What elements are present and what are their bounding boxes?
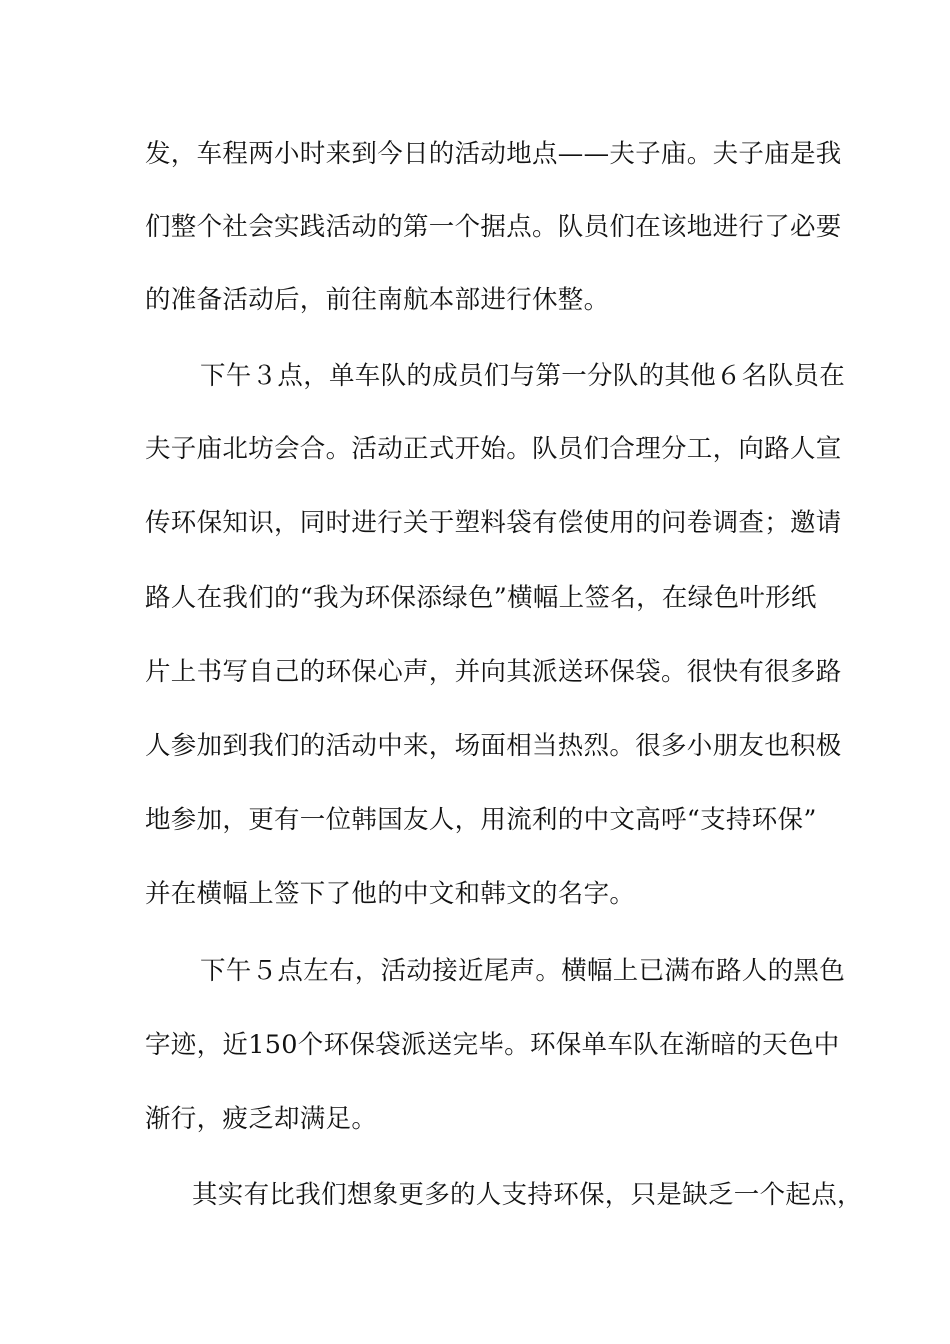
paragraph-line: 地参加，更有一位韩国友人，用流利的中文高呼“支持环保” — [145, 805, 817, 835]
paragraph-line: 并在横幅上签下了他的中文和韩文的名字。 — [145, 879, 636, 909]
paragraph-line: 夫子庙北坊会合。活动正式开始。队员们合理分工，向路人宣 — [145, 434, 842, 464]
paragraph-line: 片上书写自己的环保心声，并向其派送环保袋。很快有很多路 — [145, 657, 842, 687]
paragraph-line: 下午５点左右，活动接近尾声。横幅上已满布路人的黑色 — [200, 956, 846, 986]
paragraph-line: 路人在我们的“我为环保添绿色”横幅上签名，在绿色叶形纸 — [145, 583, 817, 613]
paragraph-line: 字迹，近150个环保袋派送完毕。环保单车队在渐暗的天色中 — [145, 1030, 840, 1060]
paragraph-line: 传环保知识，同时进行关于塑料袋有偿使用的问卷调查；邀请 — [145, 508, 842, 538]
paragraph-line: 其实有比我们想象更多的人支持环保，只是缺乏一个起点， — [192, 1180, 863, 1210]
paragraph-line: 人参加到我们的活动中来，场面相当热烈。很多小朋友也积极 — [145, 731, 842, 761]
paragraph-line: 渐行，疲乏却满足。 — [145, 1104, 378, 1134]
paragraph-line: 们整个社会实践活动的第一个据点。队员们在该地进行了必要 — [145, 212, 842, 242]
paragraph-line: 发，车程两小时来到今日的活动地点——夫子庙。夫子庙是我 — [145, 139, 842, 169]
paragraph-line: 的准备活动后，前往南航本部进行休整。 — [145, 285, 610, 315]
paragraph-line: 下午３点，单车队的成员们与第一分队的其他６名队员在 — [200, 361, 846, 391]
